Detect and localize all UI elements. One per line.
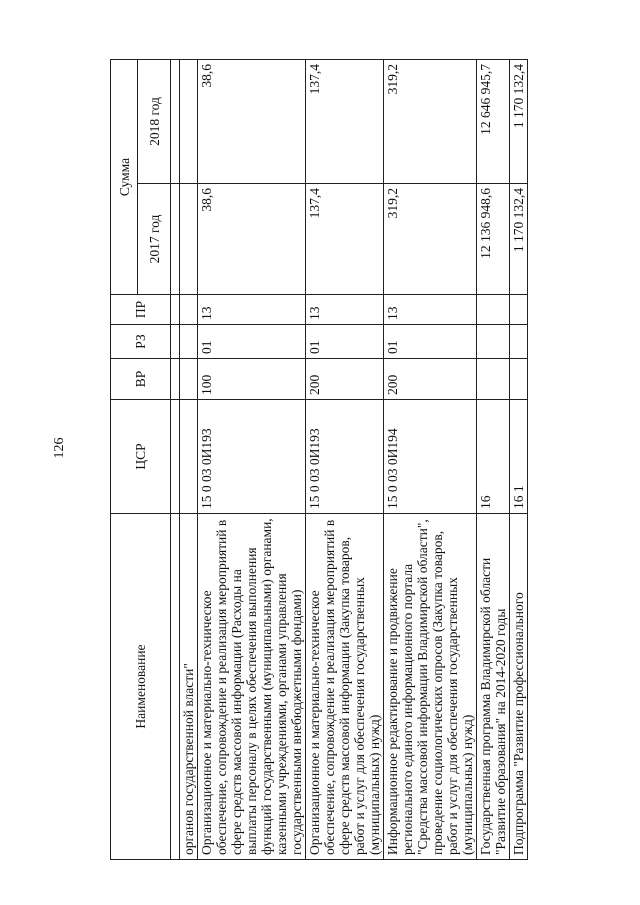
header-vr: ВР — [111, 359, 171, 400]
header-pr: ПР — [111, 295, 171, 325]
row-rz: 01 — [384, 325, 477, 359]
table-row — [384, 59, 477, 859]
table-row — [306, 59, 384, 859]
row-pr: 13 — [306, 295, 384, 325]
row-rz — [477, 325, 510, 359]
row-csr: 15 0 03 0И194 — [384, 400, 477, 514]
row-pr — [510, 295, 528, 325]
row-sum-2017 — [180, 184, 198, 295]
row-sum-2018: 319,2 — [384, 59, 477, 183]
row-csr — [180, 400, 198, 514]
row-vr: 200 — [306, 359, 384, 400]
header-spacer-row — [171, 59, 180, 859]
row-sum-2018: 12 646 945,7 — [477, 59, 510, 183]
header-sum-2018: 2018 год — [138, 59, 171, 183]
table-row — [510, 59, 528, 859]
row-name: Организационное и материально-техническое обеспечение, сопровождение и реализация мероприятий в сфере средств массовой информации (Закупка товаров, работ и услуг для обеспечения государственных (муниципальных) нужд) — [306, 514, 384, 860]
row-csr: 16 1 — [510, 400, 528, 514]
row-csr: 15 0 03 0И193 — [306, 400, 384, 514]
row-rz: 01 — [306, 325, 384, 359]
header-sum-2017: 2017 год — [138, 184, 171, 295]
header-name: Наименование — [111, 514, 171, 860]
budget-table-sheet — [110, 60, 600, 860]
row-sum-2017: 1 170 132,4 — [510, 184, 528, 295]
row-sum-2018: 137,4 — [306, 59, 384, 183]
row-name: органов государственной власти" — [180, 514, 198, 860]
row-sum-2017: 38,6 — [198, 184, 306, 295]
table-row — [180, 59, 198, 859]
row-csr: 15 0 03 0И193 — [198, 400, 306, 514]
table-row — [477, 59, 510, 859]
header-csr: ЦСР — [111, 400, 171, 514]
row-sum-2017: 319,2 — [384, 184, 477, 295]
row-pr: 13 — [384, 295, 477, 325]
row-name: Подпрограмма "Развитие профессионального — [510, 514, 528, 860]
row-vr — [180, 359, 198, 400]
row-name: Государственная программа Владимирской области "Развитие образования" на 2014-2020 годы — [477, 514, 510, 860]
row-vr — [477, 359, 510, 400]
row-vr — [510, 359, 528, 400]
header-sum: Сумма — [111, 59, 138, 294]
table-body — [180, 59, 528, 859]
row-csr: 16 — [477, 400, 510, 514]
row-sum-2018: 1 170 132,4 — [510, 59, 528, 183]
header-rz: РЗ — [111, 325, 171, 359]
row-vr: 100 — [198, 359, 306, 400]
row-name: Организационное и материально-техническое обеспечение, сопровождение и реализация мероприятий в сфере средств массовой информации (Расходы на выплаты персоналу в целях обеспечения выполнения функций государственными (муниципальными) органами, казенными учреждениями, органами управления государственными внебюджетными фондами) — [198, 514, 306, 860]
row-pr — [477, 295, 510, 325]
row-pr: 13 — [198, 295, 306, 325]
row-rz: 01 — [198, 325, 306, 359]
row-rz — [180, 325, 198, 359]
row-pr — [180, 295, 198, 325]
table-header — [111, 59, 180, 859]
row-name: Информационное редактирование и продвижение регионального единого информационного портала "Средства массовой информации Владимирской области", проведение социологических опросов (Закупка товаров, работ и услуг для обеспечения государственных (муниципальных) нужд) — [384, 514, 477, 860]
page-number: 126 — [52, 437, 67, 459]
row-rz — [510, 325, 528, 359]
row-vr: 200 — [384, 359, 477, 400]
table-row — [198, 59, 306, 859]
row-sum-2018 — [180, 59, 198, 183]
row-sum-2017: 12 136 948,6 — [477, 184, 510, 295]
budget-table — [110, 59, 528, 860]
row-sum-2018: 38,6 — [198, 59, 306, 183]
row-sum-2017: 137,4 — [306, 184, 384, 295]
